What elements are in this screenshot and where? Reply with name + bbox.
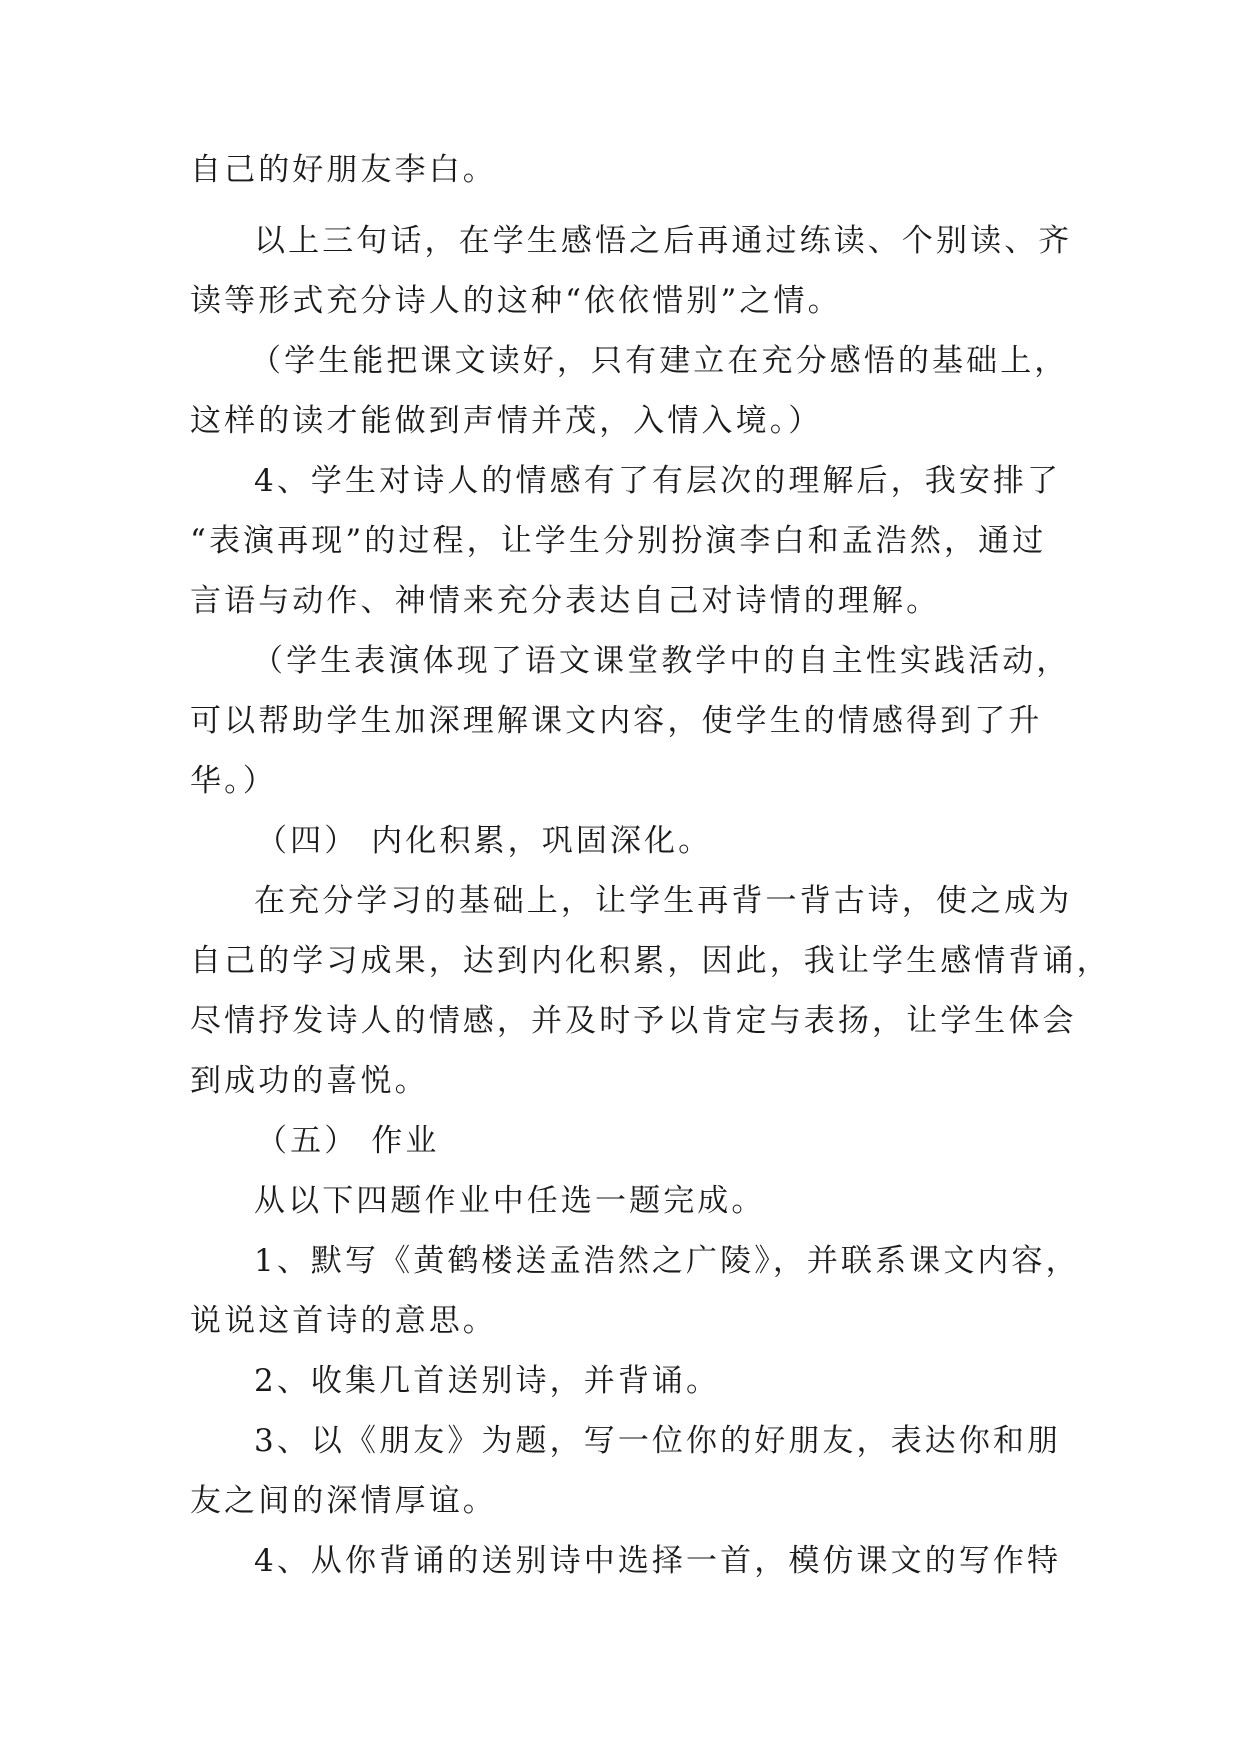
text-line-1: 自己的好朋友李白。 (190, 152, 497, 188)
text-line-22: 3、以《朋友》为题，写一位你的好朋友，表达你和朋 (254, 1423, 1062, 1459)
text-line-20: 说说这首诗的意思。 (190, 1303, 497, 1339)
text-line-18: 从以下四题作业中任选一题完成。 (254, 1183, 766, 1219)
text-line-6: 4、学生对诗人的情感有了有层次的理解后，我安排了 (254, 463, 1062, 499)
text-line-9: （学生表演体现了语文课堂教学中的自主性实践活动， (252, 643, 1071, 679)
section-heading-5: （五） 作业 (256, 1123, 440, 1159)
text-line-24: 4、从你背诵的送别诗中选择一首，模仿课文的写作特 (254, 1543, 1062, 1579)
text-line-3: 读等形式充分诗人的这种“依依惜别”之情。 (190, 283, 842, 319)
text-line-14: 自己的学习成果，达到内化积累，因此，我让学生感情背诵， (190, 943, 1111, 979)
text-line-19: 1、默写《黄鹤楼送孟浩然之广陵》，并联系课文内容， (254, 1243, 1080, 1279)
text-line-15: 尽情抒发诗人的情感，并及时予以肯定与表扬，让学生体会 (190, 1003, 1077, 1039)
text-line-10: 可以帮助学生加深理解课文内容，使学生的情感得到了升 (190, 703, 1043, 739)
text-line-16: 到成功的喜悦。 (190, 1063, 429, 1099)
text-line-21: 2、收集几首送别诗，并背诵。 (254, 1363, 721, 1399)
text-line-2: 以上三句话，在学生感悟之后再通过练读、个别读、齐 (254, 223, 1073, 259)
text-line-13: 在充分学习的基础上，让学生再背一背古诗，使之成为 (254, 883, 1073, 919)
text-line-8: 言语与动作、神情来充分表达自己对诗情的理解。 (190, 583, 941, 619)
text-line-23: 友之间的深情厚谊。 (190, 1483, 497, 1519)
text-line-4: （学生能把课文读好，只有建立在充分感悟的基础上， (250, 343, 1069, 379)
text-line-11: 华。） (190, 763, 277, 799)
text-line-5: 这样的读才能做到声情并茂，入情入境。） (190, 403, 823, 439)
section-heading-4: （四） 内化积累，巩固深化。 (256, 823, 713, 859)
text-line-7: “表演再现”的过程，让学生分别扮演李白和孟浩然，通过 (190, 523, 1047, 559)
